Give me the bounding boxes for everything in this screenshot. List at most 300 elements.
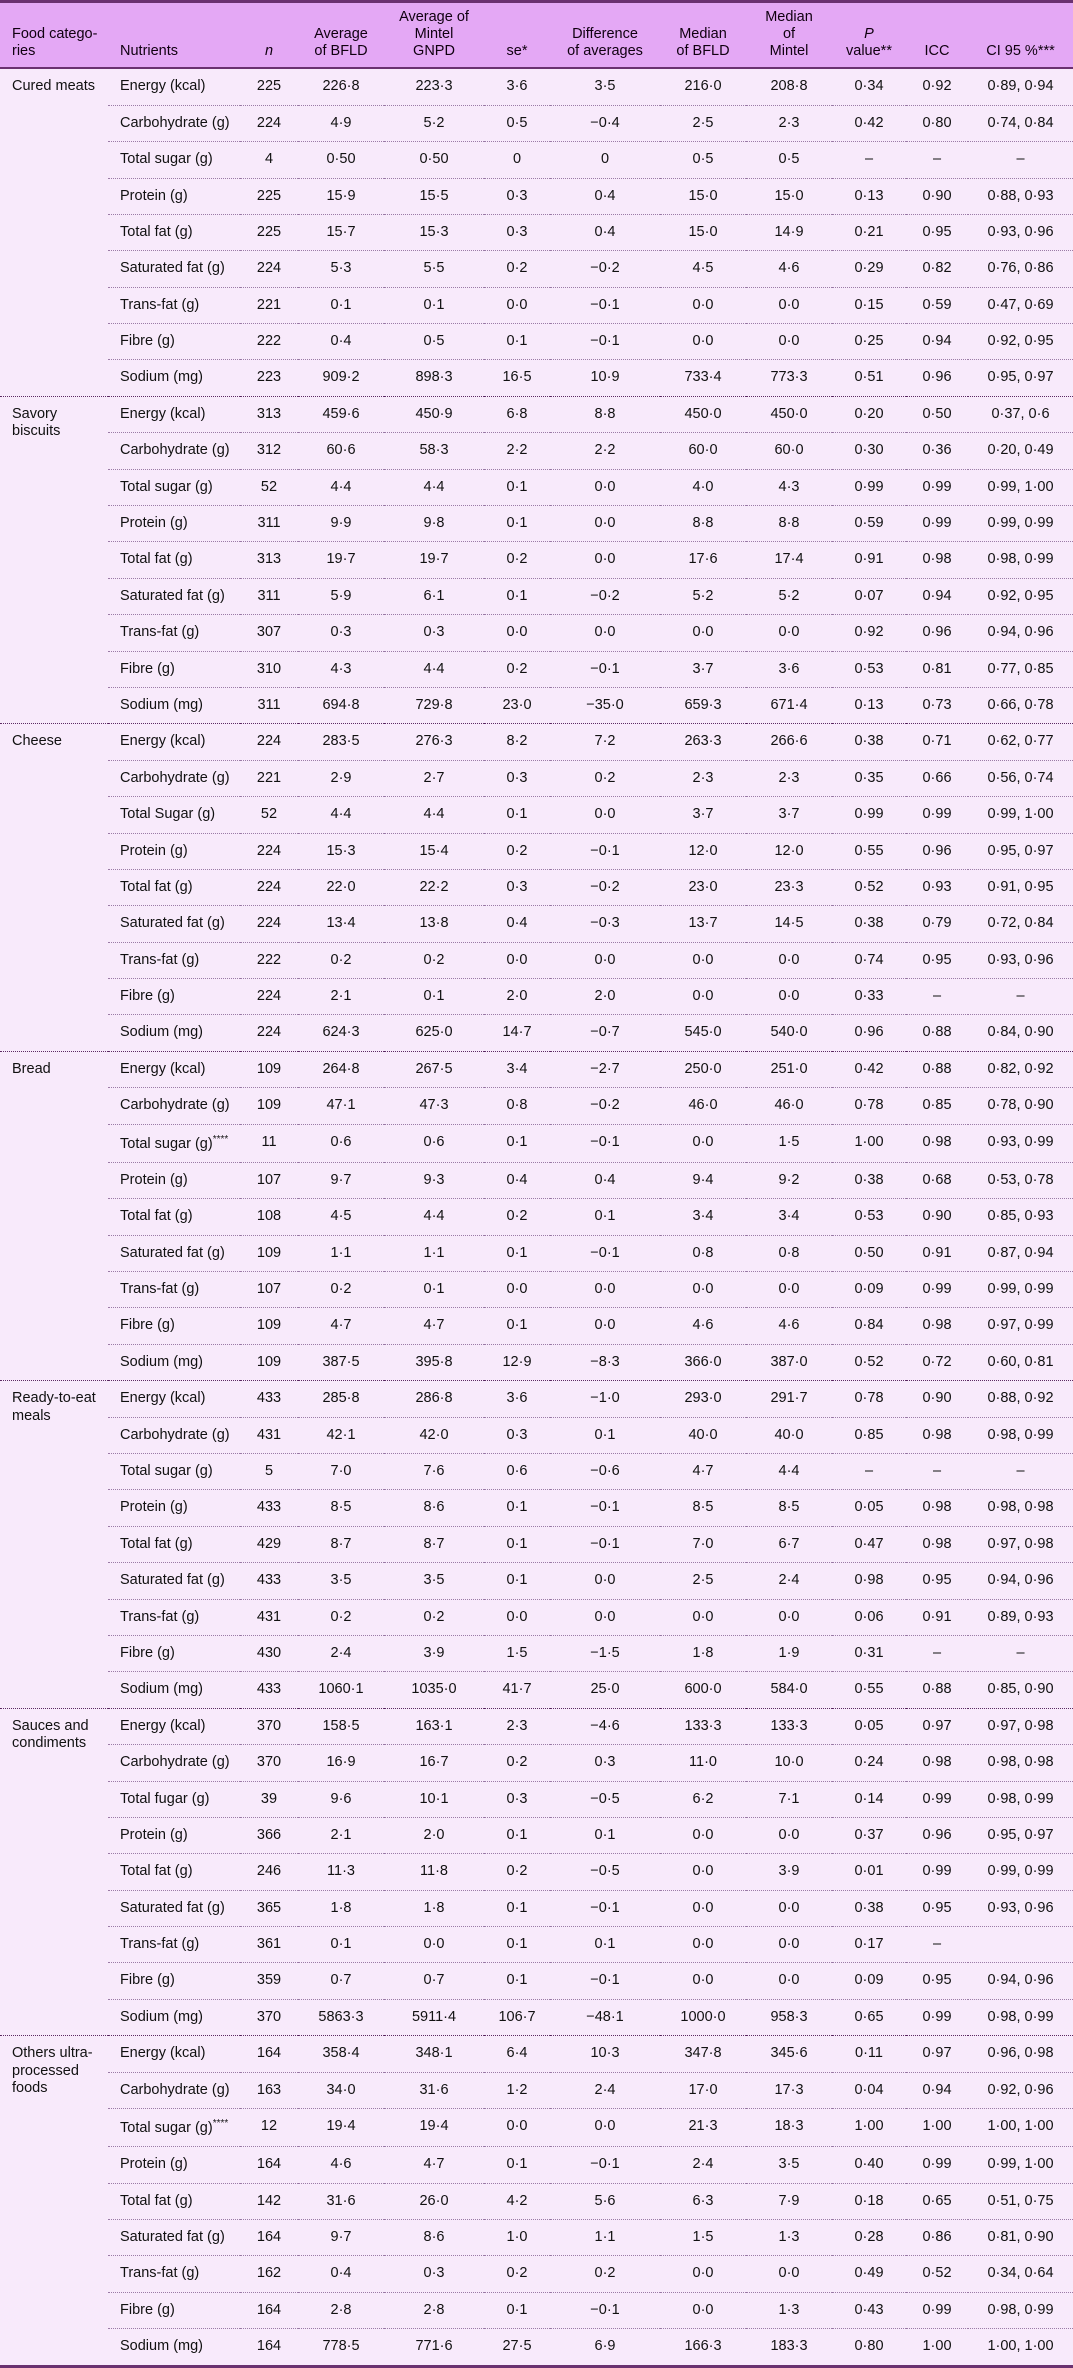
- cell-median-mintel: 12·0: [746, 833, 832, 869]
- cell-se: 0·3: [484, 1417, 550, 1453]
- cell-n: 246: [240, 1854, 298, 1890]
- cell-p-value: 0·28: [832, 2220, 906, 2256]
- cell-n: 109: [240, 1051, 298, 1087]
- cell-icc: 0·82: [906, 251, 968, 287]
- cell-ci95: 0·95, 0·97: [968, 833, 1073, 869]
- cell-n: 313: [240, 396, 298, 432]
- cell-se: 0·3: [484, 869, 550, 905]
- cell-ci95: 0·94, 0·96: [968, 615, 1073, 651]
- cell-p-value: 0·11: [832, 2036, 906, 2072]
- cell-average-mintel-gnpd: 625·0: [384, 1015, 484, 1051]
- cell-difference-of-averages: 0·0: [550, 2109, 660, 2147]
- cell-average-mintel-gnpd: 348·1: [384, 2036, 484, 2072]
- table-row: [0, 1272, 1073, 1308]
- table-row: [0, 105, 1073, 141]
- nutrient-name-cell: Trans-fat (g): [108, 287, 240, 323]
- cell-ci95: 0·77, 0·85: [968, 651, 1073, 687]
- cell-median-bfld: 46·0: [660, 1088, 746, 1124]
- nutrient-name-cell: Carbohydrate (g): [108, 2072, 240, 2108]
- cell-average-mintel-gnpd: 0·2: [384, 1599, 484, 1635]
- cell-p-value: 0·34: [832, 68, 906, 105]
- cell-average-mintel-gnpd: 47·3: [384, 1088, 484, 1124]
- cell-p-value: 0·59: [832, 506, 906, 542]
- cell-n: 224: [240, 105, 298, 141]
- nutrient-name-cell: Total fat (g): [108, 869, 240, 905]
- cell-ci95: 0·99, 1·00: [968, 797, 1073, 833]
- cell-n: 312: [240, 433, 298, 469]
- cell-n: 164: [240, 2036, 298, 2072]
- cell-p-value: –: [832, 1454, 906, 1490]
- nutrient-name-cell: Carbohydrate (g): [108, 105, 240, 141]
- cell-p-value: 0·50: [832, 1235, 906, 1271]
- cell-se: 0·1: [484, 506, 550, 542]
- cell-average-bfld: 0·6: [298, 1124, 384, 1162]
- cell-median-bfld: 659·3: [660, 687, 746, 723]
- cell-median-bfld: 23·0: [660, 869, 746, 905]
- cell-average-mintel-gnpd: 0·0: [384, 1927, 484, 1963]
- column-header-se: se*: [484, 3, 550, 68]
- cell-se: 0·1: [484, 469, 550, 505]
- cell-se: 2·0: [484, 979, 550, 1015]
- cell-difference-of-averages: 0·0: [550, 1308, 660, 1344]
- cell-icc: 0·88: [906, 1015, 968, 1051]
- table-row: [0, 1162, 1073, 1198]
- cell-average-mintel-gnpd: 1·1: [384, 1235, 484, 1271]
- cell-se: 8·2: [484, 724, 550, 760]
- cell-difference-of-averages: 1·1: [550, 2220, 660, 2256]
- cell-n: 370: [240, 1999, 298, 2035]
- table-row: [0, 360, 1073, 396]
- cell-median-mintel: 1·3: [746, 2220, 832, 2256]
- cell-p-value: 0·06: [832, 1599, 906, 1635]
- cell-average-mintel-gnpd: 163·1: [384, 1708, 484, 1744]
- cell-median-bfld: 3·4: [660, 1199, 746, 1235]
- table-row: [0, 1635, 1073, 1671]
- nutrient-name-cell: Protein (g): [108, 506, 240, 542]
- cell-average-bfld: 15·7: [298, 214, 384, 250]
- cell-icc: 0·96: [906, 833, 968, 869]
- cell-median-mintel: 0·0: [746, 287, 832, 323]
- cell-median-mintel: 23·3: [746, 869, 832, 905]
- cell-average-bfld: 694·8: [298, 687, 384, 723]
- cell-n: 366: [240, 1817, 298, 1853]
- cell-ci95: 0·53, 0·78: [968, 1162, 1073, 1198]
- cell-p-value: 0·33: [832, 979, 906, 1015]
- cell-n: 225: [240, 214, 298, 250]
- column-header-average-mintel-gnpd: Average of Mintel GNPD: [384, 3, 484, 68]
- cell-icc: 1·00: [906, 2329, 968, 2365]
- nutrient-name-cell: Total fat (g): [108, 1854, 240, 1890]
- cell-icc: 0·97: [906, 1708, 968, 1744]
- nutrient-name-cell: Sodium (mg): [108, 2329, 240, 2365]
- cell-median-bfld: 0·0: [660, 1890, 746, 1926]
- table-row: [0, 1745, 1073, 1781]
- cell-median-mintel: 1·3: [746, 2292, 832, 2328]
- cell-median-bfld: 216·0: [660, 68, 746, 105]
- cell-ci95: –: [968, 979, 1073, 1015]
- cell-se: 41·7: [484, 1672, 550, 1708]
- table-row: [0, 979, 1073, 1015]
- column-header-median-bfld: Median of BFLD: [660, 3, 746, 68]
- cell-median-mintel: 2·4: [746, 1563, 832, 1599]
- cell-median-mintel: 0·0: [746, 324, 832, 360]
- cell-se: 6·8: [484, 396, 550, 432]
- cell-p-value: 0·05: [832, 1490, 906, 1526]
- cell-p-value: –: [832, 142, 906, 178]
- cell-average-bfld: 0·2: [298, 942, 384, 978]
- cell-average-mintel-gnpd: 9·3: [384, 1162, 484, 1198]
- cell-p-value: 0·38: [832, 906, 906, 942]
- cell-median-bfld: 0·0: [660, 1272, 746, 1308]
- cell-average-mintel-gnpd: 0·1: [384, 1272, 484, 1308]
- cell-median-mintel: 40·0: [746, 1417, 832, 1453]
- nutrient-name-cell: Carbohydrate (g): [108, 1417, 240, 1453]
- cell-average-bfld: 264·8: [298, 1051, 384, 1087]
- cell-icc: 0·94: [906, 324, 968, 360]
- cell-se: 0·1: [484, 1308, 550, 1344]
- cell-icc: –: [906, 1635, 968, 1671]
- cell-average-mintel-gnpd: 0·1: [384, 287, 484, 323]
- cell-difference-of-averages: −0·7: [550, 1015, 660, 1051]
- cell-p-value: 0·84: [832, 1308, 906, 1344]
- cell-median-bfld: 15·0: [660, 214, 746, 250]
- cell-median-mintel: 4·6: [746, 251, 832, 287]
- cell-average-mintel-gnpd: 7·6: [384, 1454, 484, 1490]
- cell-n: 224: [240, 1015, 298, 1051]
- cell-average-bfld: 5·3: [298, 251, 384, 287]
- cell-ci95: 0·99, 0·99: [968, 1272, 1073, 1308]
- cell-ci95: 0·20, 0·49: [968, 433, 1073, 469]
- nutrient-name-cell: Carbohydrate (g): [108, 760, 240, 796]
- cell-ci95: 0·98, 0·98: [968, 1745, 1073, 1781]
- cell-ci95: 0·74, 0·84: [968, 105, 1073, 141]
- cell-ci95: 0·99, 1·00: [968, 469, 1073, 505]
- cell-n: 164: [240, 2292, 298, 2328]
- cell-n: 221: [240, 760, 298, 796]
- cell-p-value: 0·15: [832, 287, 906, 323]
- table-row: [0, 1088, 1073, 1124]
- cell-n: 431: [240, 1417, 298, 1453]
- cell-difference-of-averages: 0·0: [550, 506, 660, 542]
- cell-se: 0·0: [484, 1599, 550, 1635]
- cell-n: 223: [240, 360, 298, 396]
- cell-se: 16·5: [484, 360, 550, 396]
- cell-ci95: 0·60, 0·81: [968, 1344, 1073, 1380]
- cell-difference-of-averages: 0·1: [550, 1817, 660, 1853]
- cell-icc: 0·88: [906, 1672, 968, 1708]
- cell-median-bfld: 0·8: [660, 1235, 746, 1271]
- nutrient-name-cell: Carbohydrate (g): [108, 1088, 240, 1124]
- table-row: [0, 1599, 1073, 1635]
- cell-difference-of-averages: 7·2: [550, 724, 660, 760]
- cell-average-mintel-gnpd: 1·8: [384, 1890, 484, 1926]
- nutrient-name-cell: Trans-fat (g): [108, 1599, 240, 1635]
- cell-icc: 0·72: [906, 1344, 968, 1380]
- table-row: [0, 906, 1073, 942]
- cell-median-bfld: 4·5: [660, 251, 746, 287]
- table-row: [0, 1854, 1073, 1890]
- cell-ci95: 0·98, 0·99: [968, 542, 1073, 578]
- cell-difference-of-averages: −1·5: [550, 1635, 660, 1671]
- cell-median-mintel: 0·0: [746, 979, 832, 1015]
- cell-p-value: 0·80: [832, 2329, 906, 2365]
- cell-icc: 0·65: [906, 2183, 968, 2219]
- nutrient-name-cell: Sodium (mg): [108, 1999, 240, 2035]
- cell-n: 307: [240, 615, 298, 651]
- cell-se: 3·4: [484, 1051, 550, 1087]
- cell-median-bfld: 545·0: [660, 1015, 746, 1051]
- cell-n: 224: [240, 979, 298, 1015]
- cell-average-bfld: 4·7: [298, 1308, 384, 1344]
- cell-icc: 0·80: [906, 105, 968, 141]
- cell-median-bfld: 166·3: [660, 2329, 746, 2365]
- cell-average-bfld: 2·4: [298, 1635, 384, 1671]
- cell-median-bfld: 17·6: [660, 542, 746, 578]
- cell-ci95: 0·94, 0·96: [968, 1563, 1073, 1599]
- cell-average-bfld: 909·2: [298, 360, 384, 396]
- table-row: [0, 833, 1073, 869]
- cell-ci95: 0·99, 0·99: [968, 506, 1073, 542]
- cell-icc: 0·50: [906, 396, 968, 432]
- cell-difference-of-averages: 0·0: [550, 942, 660, 978]
- cell-median-mintel: 60·0: [746, 433, 832, 469]
- table-row: [0, 1963, 1073, 1999]
- cell-median-mintel: 387·0: [746, 1344, 832, 1380]
- column-header-median-mintel: Median of Mintel: [746, 3, 832, 68]
- cell-n: 164: [240, 2147, 298, 2183]
- cell-difference-of-averages: 5·6: [550, 2183, 660, 2219]
- cell-n: 109: [240, 1308, 298, 1344]
- cell-average-bfld: 0·4: [298, 324, 384, 360]
- cell-ci95: 0·93, 0·96: [968, 214, 1073, 250]
- cell-average-mintel-gnpd: 42·0: [384, 1417, 484, 1453]
- cell-difference-of-averages: 10·3: [550, 2036, 660, 2072]
- cell-average-bfld: 8·5: [298, 1490, 384, 1526]
- table-row: [0, 1563, 1073, 1599]
- cell-n: 39: [240, 1781, 298, 1817]
- cell-average-bfld: 34·0: [298, 2072, 384, 2108]
- food-category-cell: Sauces and condiments: [0, 1708, 108, 2036]
- cell-icc: 0·73: [906, 687, 968, 723]
- cell-difference-of-averages: 0·4: [550, 214, 660, 250]
- nutrient-name-cell: Total sugar (g)****: [108, 2109, 240, 2147]
- cell-median-bfld: 8·8: [660, 506, 746, 542]
- cell-ci95: 0·93, 0·96: [968, 1890, 1073, 1926]
- cell-average-bfld: 22·0: [298, 869, 384, 905]
- nutrient-name-cell: Energy (kcal): [108, 68, 240, 105]
- cell-average-mintel-gnpd: 729·8: [384, 687, 484, 723]
- cell-icc: 0·97: [906, 2036, 968, 2072]
- food-category-cell: Savory biscuits: [0, 396, 108, 724]
- cell-average-mintel-gnpd: 0·6: [384, 1124, 484, 1162]
- table-row: [0, 2292, 1073, 2328]
- cell-average-mintel-gnpd: 2·8: [384, 2292, 484, 2328]
- cell-median-mintel: 251·0: [746, 1051, 832, 1087]
- cell-n: 225: [240, 68, 298, 105]
- cell-difference-of-averages: 0·3: [550, 1745, 660, 1781]
- cell-median-bfld: 17·0: [660, 2072, 746, 2108]
- cell-ci95: 0·81, 0·90: [968, 2220, 1073, 2256]
- cell-difference-of-averages: 0·1: [550, 1199, 660, 1235]
- column-header-p-value: P value**: [832, 3, 906, 68]
- nutrient-name-cell: Energy (kcal): [108, 396, 240, 432]
- cell-median-mintel: 266·6: [746, 724, 832, 760]
- table-row: [0, 578, 1073, 614]
- nutrient-name-cell: Trans-fat (g): [108, 1272, 240, 1308]
- cell-n: 225: [240, 178, 298, 214]
- cell-se: 0: [484, 142, 550, 178]
- cell-se: 0·4: [484, 1162, 550, 1198]
- cell-average-mintel-gnpd: 3·9: [384, 1635, 484, 1671]
- cell-n: 222: [240, 324, 298, 360]
- cell-icc: 0·99: [906, 2292, 968, 2328]
- cell-average-mintel-gnpd: 15·5: [384, 178, 484, 214]
- cell-difference-of-averages: 10·9: [550, 360, 660, 396]
- nutrient-name-cell: Fibre (g): [108, 651, 240, 687]
- table-row: [0, 1708, 1073, 1744]
- cell-difference-of-averages: −0·1: [550, 1124, 660, 1162]
- cell-n: 4: [240, 142, 298, 178]
- cell-average-bfld: 358·4: [298, 2036, 384, 2072]
- cell-icc: 0·95: [906, 1963, 968, 1999]
- cell-icc: 0·91: [906, 1599, 968, 1635]
- cell-average-mintel-gnpd: 16·7: [384, 1745, 484, 1781]
- cell-average-bfld: 19·7: [298, 542, 384, 578]
- cell-average-bfld: 0·2: [298, 1272, 384, 1308]
- table-row: [0, 2109, 1073, 2147]
- cell-median-bfld: 12·0: [660, 833, 746, 869]
- nutrient-name-cell: Trans-fat (g): [108, 1927, 240, 1963]
- cell-median-mintel: 540·0: [746, 1015, 832, 1051]
- nutrient-name-cell: Trans-fat (g): [108, 942, 240, 978]
- cell-average-bfld: 47·1: [298, 1088, 384, 1124]
- cell-se: 0·0: [484, 287, 550, 323]
- cell-ci95: 0·89, 0·93: [968, 1599, 1073, 1635]
- cell-p-value: 0·98: [832, 1563, 906, 1599]
- cell-average-bfld: 1·8: [298, 1890, 384, 1926]
- cell-n: 313: [240, 542, 298, 578]
- column-header-difference-of-averages: Difference of averages: [550, 3, 660, 68]
- cell-ci95: 0·87, 0·94: [968, 1235, 1073, 1271]
- table-row: [0, 869, 1073, 905]
- cell-icc: –: [906, 1927, 968, 1963]
- cell-se: 0·0: [484, 615, 550, 651]
- cell-average-bfld: 0·2: [298, 1599, 384, 1635]
- cell-ci95: 0·85, 0·93: [968, 1199, 1073, 1235]
- nutrient-name-cell: Saturated fat (g): [108, 1563, 240, 1599]
- cell-median-bfld: 250·0: [660, 1051, 746, 1087]
- cell-average-bfld: 459·6: [298, 396, 384, 432]
- cell-n: 433: [240, 1381, 298, 1417]
- cell-p-value: 0·92: [832, 615, 906, 651]
- table-row: [0, 142, 1073, 178]
- nutrient-name-cell: Sodium (mg): [108, 687, 240, 723]
- cell-p-value: 0·24: [832, 1745, 906, 1781]
- cell-se: 0·1: [484, 1124, 550, 1162]
- cell-median-mintel: 0·5: [746, 142, 832, 178]
- cell-difference-of-averages: −0·2: [550, 1088, 660, 1124]
- cell-icc: 0·92: [906, 68, 968, 105]
- cell-median-mintel: 17·3: [746, 2072, 832, 2108]
- cell-p-value: 0·52: [832, 1344, 906, 1380]
- nutrient-name-cell: Energy (kcal): [108, 1051, 240, 1087]
- cell-difference-of-averages: −35·0: [550, 687, 660, 723]
- cell-p-value: 0·17: [832, 1927, 906, 1963]
- cell-average-mintel-gnpd: 5·2: [384, 105, 484, 141]
- cell-p-value: 0·13: [832, 178, 906, 214]
- cell-median-bfld: 2·4: [660, 2147, 746, 2183]
- cell-difference-of-averages: −0·1: [550, 287, 660, 323]
- nutrient-name-cell: Saturated fat (g): [108, 1235, 240, 1271]
- cell-median-mintel: 0·0: [746, 2256, 832, 2292]
- cell-icc: 0·96: [906, 1817, 968, 1853]
- cell-median-mintel: 3·7: [746, 797, 832, 833]
- nutrient-name-cell: Fibre (g): [108, 324, 240, 360]
- cell-n: 311: [240, 506, 298, 542]
- cell-median-bfld: 1·5: [660, 2220, 746, 2256]
- cell-average-mintel-gnpd: 6·1: [384, 578, 484, 614]
- cell-median-bfld: 40·0: [660, 1417, 746, 1453]
- cell-median-bfld: 0·0: [660, 1817, 746, 1853]
- cell-median-mintel: 208·8: [746, 68, 832, 105]
- cell-median-bfld: 4·0: [660, 469, 746, 505]
- nutrient-name-cell: Protein (g): [108, 2147, 240, 2183]
- cell-difference-of-averages: −0·1: [550, 1890, 660, 1926]
- cell-difference-of-averages: −0·1: [550, 1235, 660, 1271]
- cell-p-value: 0·53: [832, 1199, 906, 1235]
- cell-p-value: 0·14: [832, 1781, 906, 1817]
- nutrient-name-cell: Total fat (g): [108, 1526, 240, 1562]
- cell-n: 52: [240, 469, 298, 505]
- cell-median-bfld: 133·3: [660, 1708, 746, 1744]
- cell-average-mintel-gnpd: 4·7: [384, 1308, 484, 1344]
- nutrient-name-cell: Total sugar (g): [108, 1454, 240, 1490]
- cell-median-bfld: 0·0: [660, 2292, 746, 2328]
- cell-n: 311: [240, 578, 298, 614]
- cell-average-bfld: 9·7: [298, 2220, 384, 2256]
- cell-average-mintel-gnpd: 4·4: [384, 797, 484, 833]
- cell-average-mintel-gnpd: 0·3: [384, 615, 484, 651]
- cell-median-mintel: 4·3: [746, 469, 832, 505]
- cell-difference-of-averages: −0·1: [550, 324, 660, 360]
- table-row: [0, 214, 1073, 250]
- cell-median-mintel: 8·8: [746, 506, 832, 542]
- cell-se: 0·0: [484, 2109, 550, 2147]
- cell-average-mintel-gnpd: 31·6: [384, 2072, 484, 2108]
- cell-se: 0·1: [484, 2292, 550, 2328]
- table-row: [0, 1051, 1073, 1087]
- cell-icc: 0·90: [906, 1199, 968, 1235]
- cell-se: 12·9: [484, 1344, 550, 1380]
- table-row: [0, 2072, 1073, 2108]
- cell-n: 221: [240, 287, 298, 323]
- cell-average-mintel-gnpd: 286·8: [384, 1381, 484, 1417]
- cell-se: 0·1: [484, 1890, 550, 1926]
- cell-icc: 0·59: [906, 287, 968, 323]
- cell-icc: 0·98: [906, 1490, 968, 1526]
- cell-difference-of-averages: 6·9: [550, 2329, 660, 2365]
- cell-average-bfld: 0·1: [298, 287, 384, 323]
- cell-icc: 0·71: [906, 724, 968, 760]
- table-row: [0, 2183, 1073, 2219]
- cell-n: 431: [240, 1599, 298, 1635]
- cell-average-bfld: 387·5: [298, 1344, 384, 1380]
- cell-se: 0·1: [484, 1235, 550, 1271]
- table-row: [0, 68, 1073, 105]
- cell-average-bfld: 285·8: [298, 1381, 384, 1417]
- cell-average-mintel-gnpd: 0·2: [384, 942, 484, 978]
- cell-p-value: 1·00: [832, 2109, 906, 2147]
